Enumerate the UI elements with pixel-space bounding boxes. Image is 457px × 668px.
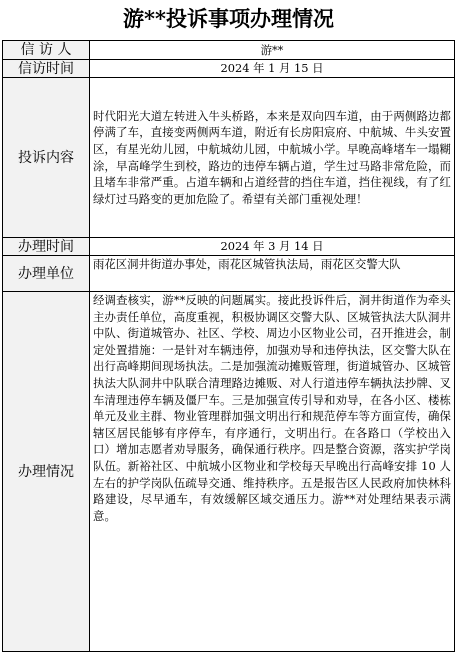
handle-result-value: 经调查核实，游**反映的问题属实。接此投诉件后，洞井街道作为牵头主办责任单位，高度重视，积极协调区交警大队、区城管执法大队洞井中队、街道城管办、社区、学校、周边小区物业公司，召开推进会，制定处置措施：一是针对车辆违停，加强劝导和违停执法，区交警大队在出行高峰期间现场执法。二是加强流动摊贩管理，街道城管办、区城管执法大队洞井中队联合清理路边摊贩、对人行道违停车辆执法抄牌、叉车清理违停车辆及僵尸车。三是加强宣传引导和劝导，在各小区、楼栋单元及业主群、物业管理群加强文明出行和规范停车等方面宣传，确保辖区居民能够有序停车，有序通行，文明出行。在各路口（学校出入口）增加志愿者劝导服务，确保通行秩序。四是整合资源，落实护学岗队伍。新裕社区、中航城小区物业和学校每天早晚出行高峰安排 10 人左右的护学岗队伍疏导交通、维持秩序。五是报告区人民政府加快林科路建设，尽早通车，有效缓解区域交通压力。游**对处理结果表示满意。: [90, 292, 455, 652]
handle-unit-label: 办理单位: [3, 256, 90, 292]
page-title: 游**投诉事项办理情况: [123, 6, 334, 31]
table-row: [3, 41, 455, 60]
table-row: [3, 78, 455, 238]
table-row: [3, 60, 455, 78]
complaint-form-table: [2, 40, 455, 652]
handle-unit-value: 雨花区洞井街道办事处，雨花区城管执法局，雨花区交警大队: [90, 256, 455, 292]
table-row: [3, 292, 455, 652]
visit-time-label: 信访时间: [3, 60, 90, 78]
visit-time-value: 2024 年 1 月 15 日: [90, 60, 455, 78]
complainant-value: 游**: [90, 41, 455, 60]
handle-result-label: 办理情况: [3, 292, 90, 652]
complainant-label: 信 访 人: [3, 41, 90, 60]
table-row: [3, 238, 455, 256]
handle-time-label: 办理时间: [3, 238, 90, 256]
complaint-content-label: 投诉内容: [3, 78, 90, 238]
handle-time-value: 2024 年 3 月 14 日: [90, 238, 455, 256]
complaint-content-value: 时代阳光大道左转进入牛头桥路，本来是双向四车道，由于两侧路边都停满了车，直接变两侧两车道，附近有长房阳宸府、中航城、牛头安置区，有星光幼儿园，中航城幼儿园，中航城小学。早晚高峰堵车一塌糊涂，早高峰学生到校，路边的违停车辆占道，学生过马路非常危险，而且堵车非常严重。占道车辆和占道经营的挡住车道，挡住视线，有了红绿灯过马路变的更加危险了。希望有关部门重视处理！: [90, 78, 455, 238]
table-row: [3, 256, 455, 292]
